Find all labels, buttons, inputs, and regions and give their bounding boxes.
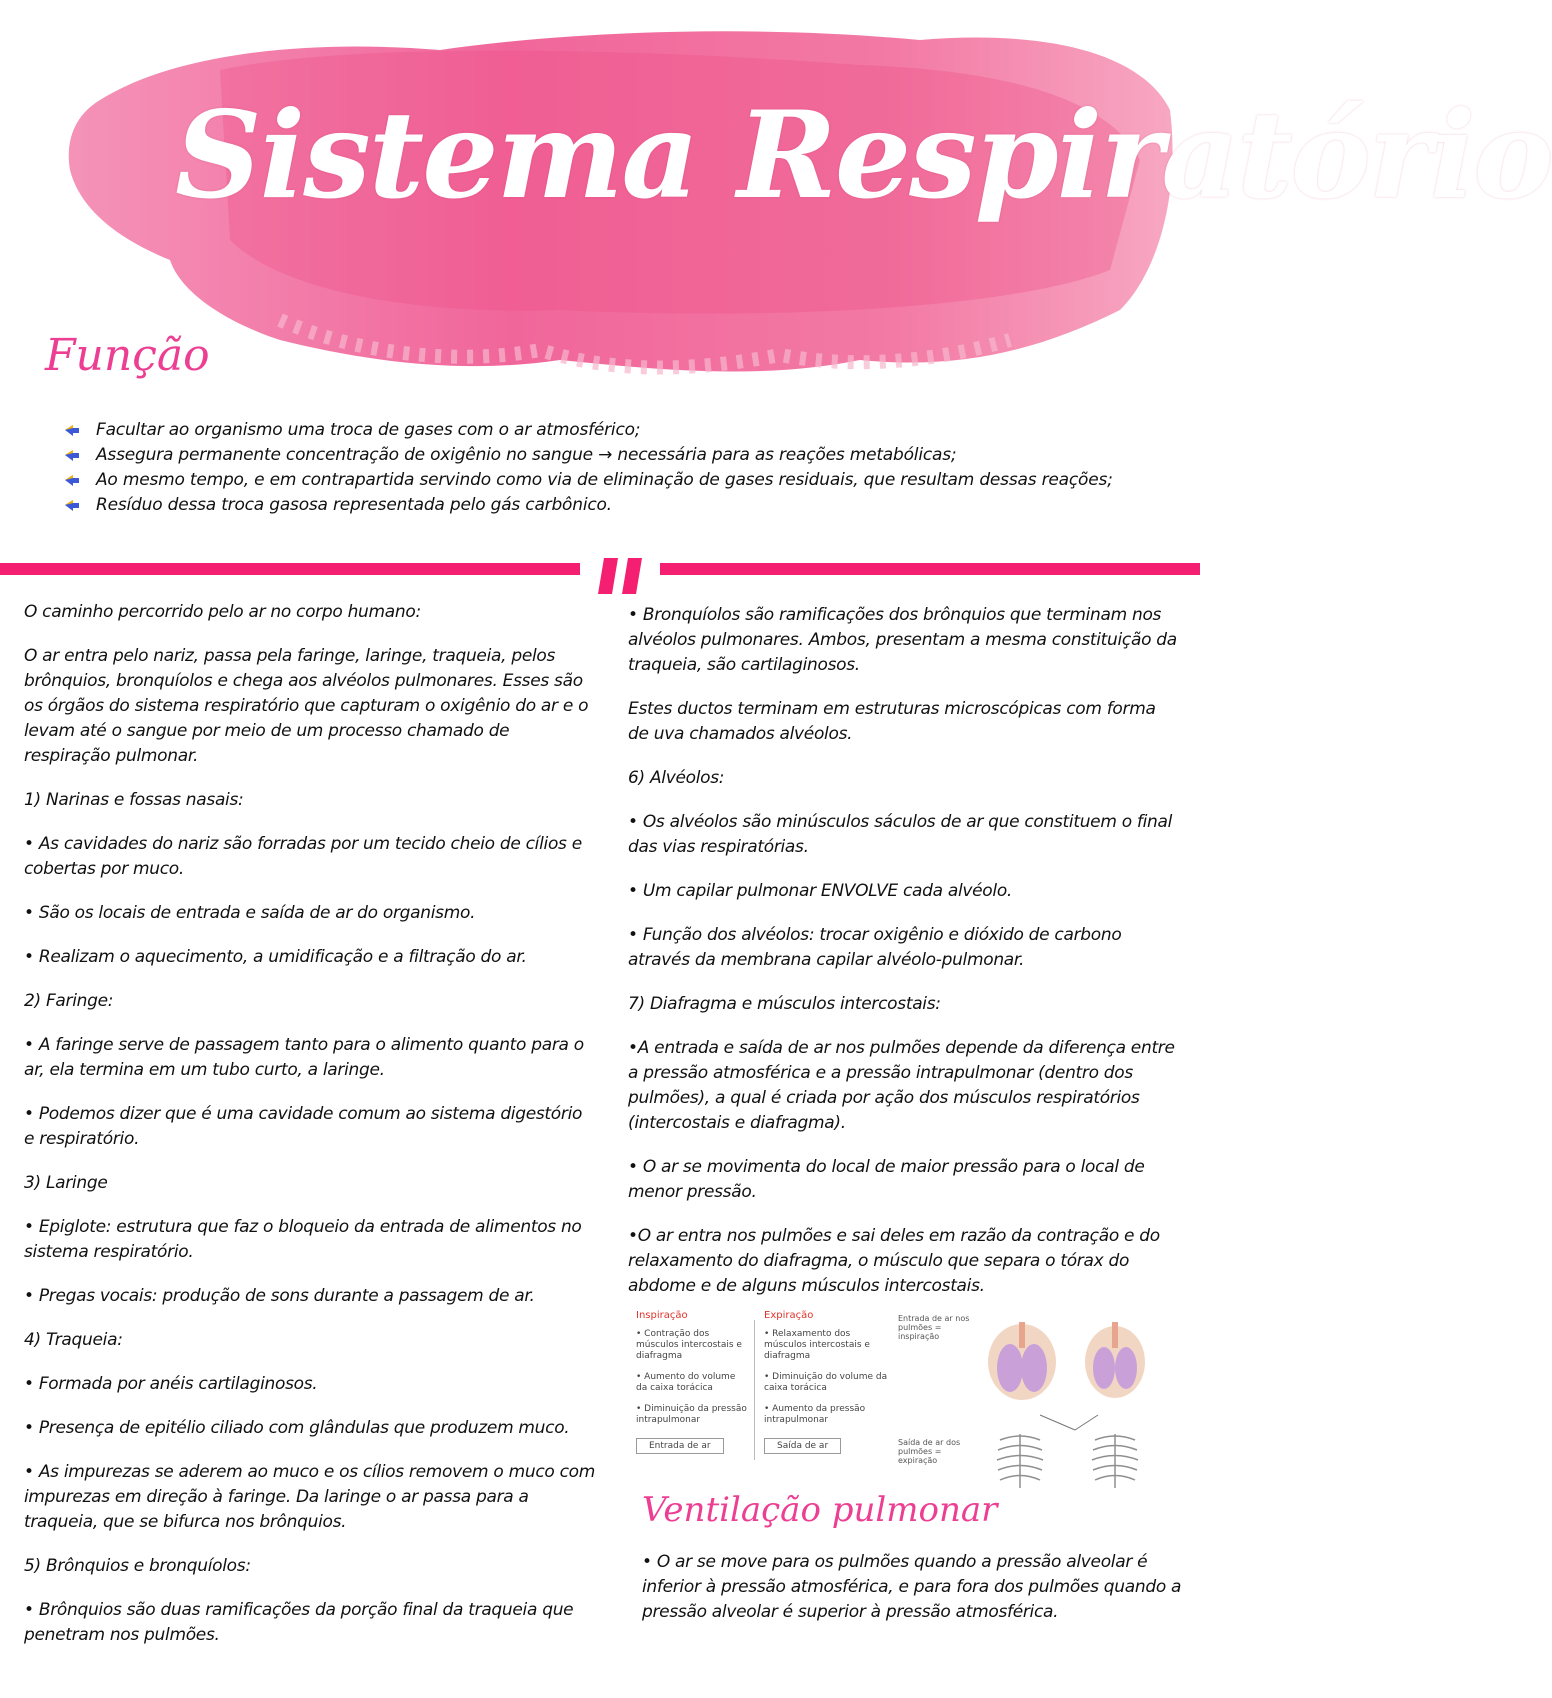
paragraph: • Presença de epitélio ciliado com glândulas que produzem muco. — [24, 1418, 570, 1438]
funcao-item-text: Facultar ao organismo uma troca de gases com o ar atmosférico; — [96, 420, 641, 440]
funcao-item-text: Assegura permanente concentração de oxigênio no sangue → necessária para as reações metabólicas; — [96, 445, 957, 465]
quote-mark-icon — [596, 556, 652, 596]
funcao-heading: Função — [45, 330, 210, 381]
paragraph: • Pregas vocais: produção de sons durante a passagem de ar. — [24, 1286, 535, 1306]
paragraph: 4) Traqueia: — [24, 1330, 123, 1350]
funcao-item-text: Ao mesmo tempo, e em contrapartida servindo como via de eliminação de gases residuais, que resultam dessas reações; — [96, 470, 1113, 490]
paragraph: • Brônquios são duas ramificações da porção final da traqueia que penetram nos pulmões. — [24, 1600, 574, 1645]
caption-inspiracao: Entrada de ar nos pulmões = inspiração — [898, 1314, 970, 1341]
divider-right — [660, 563, 1200, 575]
paragraph: • Função dos alvéolos: trocar oxigênio e dióxido de carbono através da membrana capilar alvéolo-pulmonar. — [628, 925, 1122, 970]
caption-expiracao: Saída de ar dos pulmões = expiração — [898, 1438, 961, 1465]
page-title: Sistema Respiratório — [175, 85, 1552, 226]
figure-divider — [754, 1320, 755, 1460]
paragraph: 3) Laringe — [24, 1173, 108, 1193]
paragraph: 1) Narinas e fossas nasais: — [24, 790, 244, 810]
paragraph: • A faringe serve de passagem tanto para o alimento quanto para o ar, ela termina em um tubo curto, a laringe. — [24, 1035, 584, 1080]
paragraph: • As cavidades do nariz são forradas por um tecido cheio de cílios e cobertas por muco. — [24, 834, 582, 879]
list-item — [60, 443, 1170, 468]
funcao-item-text: Resíduo dessa troca gasosa representada pelo gás carbônico. — [96, 495, 612, 515]
ventilacao-heading: Ventilação pulmonar — [642, 1490, 998, 1530]
funcao-list — [60, 418, 1170, 518]
divider-left — [0, 563, 580, 575]
paragraph: •O ar entra nos pulmões e sai deles em razão da contração e do relaxamento do diafragma, o músculo que separa o tórax do abdome e de alguns músculos intercostais. — [628, 1226, 1160, 1296]
right-column — [628, 603, 1180, 1318]
bullet-icon — [64, 499, 80, 512]
paragraph: • Bronquíolos são ramificações dos brônquios que terminam nos alvéolos pulmonares. Ambos, presentam a mesma constituição da traqueia, são cartilaginosos. — [628, 605, 1177, 675]
paragraph: O ar entra pelo nariz, passa pela faringe, laringe, traqueia, pelos brônquios, bronquíolos e chega aos alvéolos pulmonares. Esses são os órgãos do sistema respiratório que capturam o oxigênio do ar e o levam até o sangue por meio de um processo chamado de respiração pulmonar. — [24, 646, 589, 766]
list-item — [60, 468, 1170, 493]
paragraph: • São os locais de entrada e saída de ar do organismo. — [24, 903, 476, 923]
entrada-box: Entrada de ar — [636, 1438, 724, 1454]
list-item — [60, 418, 1170, 443]
paragraph: 6) Alvéolos: — [628, 768, 725, 788]
paragraph: • Realizam o aquecimento, a umidificação e a filtração do ar. — [24, 947, 527, 967]
lungs-illustration — [980, 1310, 1170, 1490]
figure-item: • Diminuição do volume da caixa torácica — [764, 1372, 888, 1393]
paragraph: 2) Faringe: — [24, 991, 114, 1011]
figure-item: • Diminuição da pressão intrapulmonar — [636, 1404, 747, 1425]
breathing-figure — [630, 1310, 1170, 1490]
bullet-icon — [64, 424, 80, 437]
left-column — [24, 600, 596, 1667]
figure-item: • Contração dos músculos intercostais e diafragma — [636, 1329, 742, 1361]
expiracao-heading: Expiração — [764, 1310, 814, 1321]
bullet-icon — [64, 449, 80, 462]
paragraph: O caminho percorrido pelo ar no corpo humano: — [24, 602, 421, 622]
paragraph: • O ar se move para os pulmões quando a pressão alveolar é inferior à pressão atmosférica, e para fora dos pulmões quando a pressão alveolar é superior à pressão atmosférica. — [642, 1552, 1182, 1622]
paragraph: • As impurezas se aderem ao muco e os cílios removem o muco com impurezas em direção à faringe. Da laringe o ar passa para a traqueia, que se bifurca nos brônquios. — [24, 1462, 596, 1532]
bullet-icon — [64, 474, 80, 487]
inspiracao-heading: Inspiração — [636, 1310, 688, 1321]
figure-item: • Aumento do volume da caixa torácica — [636, 1372, 736, 1393]
paragraph: • Os alvéolos são minúsculos sáculos de ar que constituem o final das vias respiratórias. — [628, 812, 1173, 857]
paragraph: Estes ductos terminam em estruturas microscópicas com forma de uva chamados alvéolos. — [628, 699, 1156, 744]
inspiracao-panel — [636, 1310, 748, 1454]
ventilacao-section — [642, 1550, 1182, 1644]
expiracao-panel — [764, 1310, 892, 1454]
list-item — [60, 493, 1170, 518]
paragraph: • Epiglote: estrutura que faz o bloqueio da entrada de alimentos no sistema respiratório. — [24, 1217, 582, 1262]
paragraph: • Um capilar pulmonar ENVOLVE cada alvéolo. — [628, 881, 1013, 901]
paragraph: • Formada por anéis cartilaginosos. — [24, 1374, 318, 1394]
paragraph: •A entrada e saída de ar nos pulmões depende da diferença entre a pressão atmosférica e a pressão intrapulmonar (dentro dos pulmões), a qual é criada por ação dos músculos respiratórios (intercostais e diafragma). — [628, 1038, 1175, 1133]
figure-item: • Relaxamento dos músculos intercostais e diafragma — [764, 1329, 870, 1361]
paragraph: • Podemos dizer que é uma cavidade comum ao sistema digestório e respiratório. — [24, 1104, 583, 1149]
paragraph: 7) Diafragma e músculos intercostais: — [628, 994, 941, 1014]
saida-box: Saída de ar — [764, 1438, 841, 1454]
paragraph: 5) Brônquios e bronquíolos: — [24, 1556, 251, 1576]
paragraph: • O ar se movimenta do local de maior pressão para o local de menor pressão. — [628, 1157, 1145, 1202]
figure-item: • Aumento da pressão intrapulmonar — [764, 1404, 866, 1425]
